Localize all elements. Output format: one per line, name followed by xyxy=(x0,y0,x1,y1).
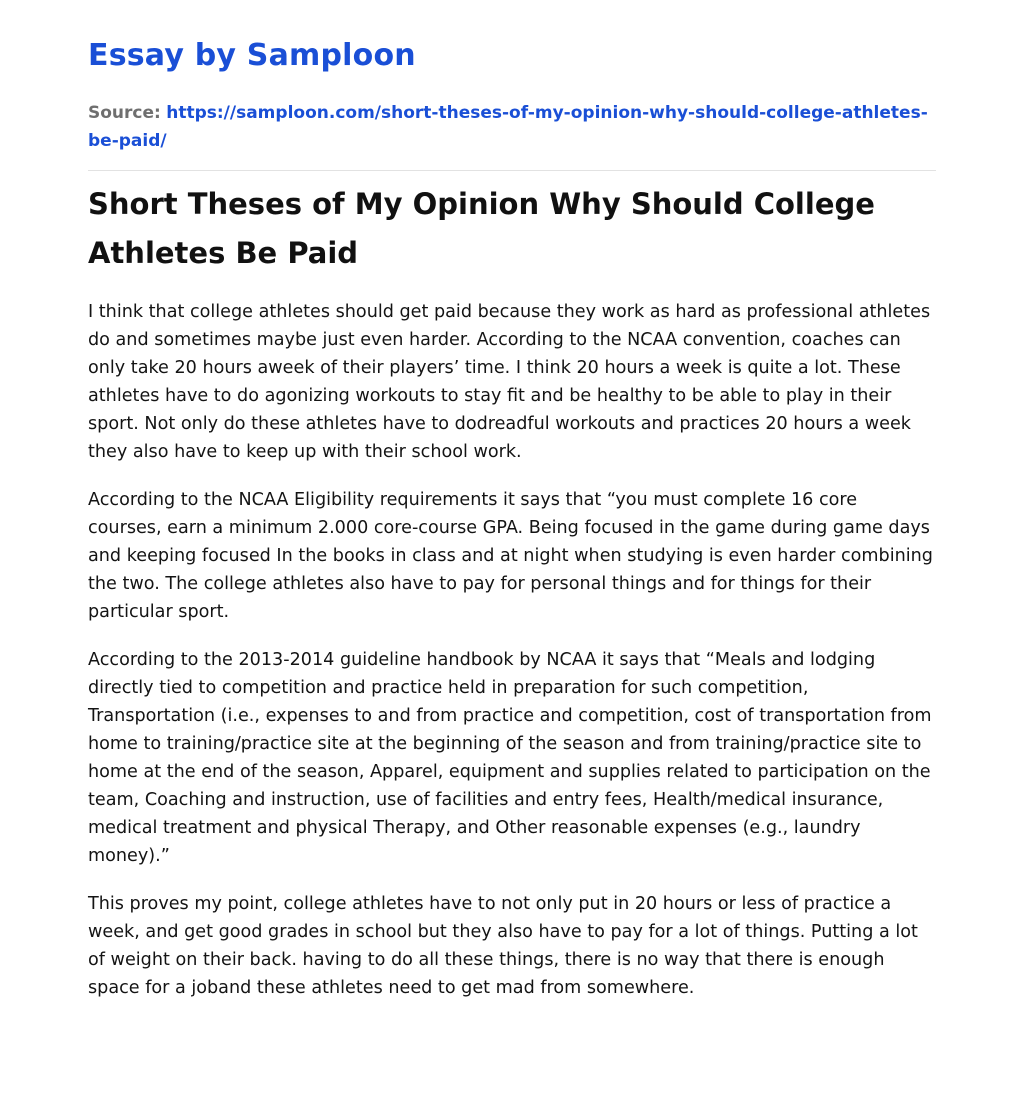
essay-paragraph-2: According to the NCAA Eligibility requirements it says that “you must complete 16 core courses, earn a minimum 2.000 core-course GPA. Being focused in the game during game days and keeping focused In the books in class and at night when studying is even harder combining the two. The college athletes also have to pay for personal things and for things for their particular sport. xyxy=(88,490,933,622)
source-line xyxy=(88,99,936,155)
header-divider xyxy=(88,170,936,171)
essay-title: Short Theses of My Opinion Why Should College Athletes Be Paid xyxy=(88,187,875,270)
source-link[interactable]: https://samploon.com/short-theses-of-my-opinion-why-should-college-athletes-be-paid/ xyxy=(88,103,928,151)
essay-paragraph-1: I think that college athletes should get paid because they work as hard as professional athletes do and sometimes maybe just even harder. According to the NCAA convention, coaches can only take 20 hours aweek of their players’ time. I think 20 hours a week is quite a lot. These athletes have to do agonizing workouts to stay fit and be healthy to be able to play in their sport. Not only do these athletes have to dodreadful workouts and practices 20 hours a week they also have to keep up with their school work. xyxy=(88,302,931,462)
essay-body xyxy=(88,298,936,1022)
source-label: Source: xyxy=(88,103,161,123)
site-brand-title[interactable]: Essay by Samploon xyxy=(88,38,416,73)
essay-paragraph-4: This proves my point, college athletes have to not only put in 20 hours or less of practice a week, and get good grades in school but they also have to pay for a lot of things. Putting a lot of weight on their back. having to do all these things, there is no way that there is enough space for a joband these athletes need to get mad from somewhere. xyxy=(88,894,918,998)
essay-paragraph-3: According to the 2013-2014 guideline handbook by NCAA it says that “Meals and lodging directly tied to competition and practice held in preparation for such competition, Transportation (i.e., expenses to and from practice and competition, cost of transportation from home to training/practice site at the beginning of the season and from training/practice site to home at the end of the season, Apparel, equipment and supplies related to participation on the team, Coaching and instruction, use of facilities and entry fees, Health/medical insurance, medical treatment and physical Therapy, and Other reasonable expenses (e.g., laundry money).” xyxy=(88,650,932,866)
